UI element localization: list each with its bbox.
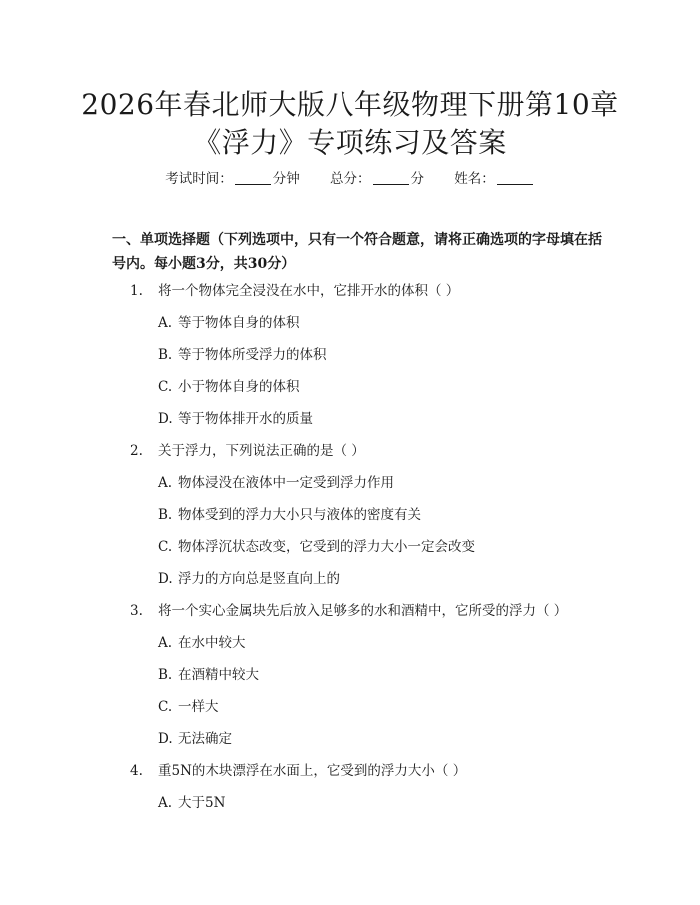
option-letter: D. [158, 411, 173, 427]
option-text: 小于物体自身的体积 [178, 379, 300, 395]
option-text: 在酒精中较大 [178, 667, 259, 683]
student-name-label: 姓名： [454, 171, 495, 187]
question-3-option-b [158, 666, 259, 684]
question-number: 1. [130, 283, 143, 299]
document-title [60, 86, 640, 162]
student-name-field [454, 170, 535, 188]
option-letter: A. [158, 475, 173, 491]
question-text: 将一个物体完全浸没在水中，它排开水的体积（ ） [158, 283, 460, 299]
question-4 [130, 762, 466, 780]
question-3-option-a [158, 634, 246, 652]
question-1-option-c [158, 378, 300, 396]
option-text: 浮力的方向总是竖直向上的 [178, 571, 340, 587]
exam-time-unit: 分钟 [272, 171, 300, 187]
question-text: 将一个实心金属块先后放入足够多的水和酒精中，它所受的浮力（ ） [158, 603, 568, 619]
option-text: 在水中较大 [178, 635, 246, 651]
question-2-option-a [158, 474, 394, 492]
option-text: 等于物体所受浮力的体积 [178, 347, 327, 363]
question-text: 关于浮力，下列说法正确的是（ ） [158, 443, 365, 459]
option-text: 无法确定 [178, 731, 232, 747]
option-text: 物体浮沉状态改变，它受到的浮力大小一定会改变 [178, 539, 475, 555]
question-3-option-c [158, 698, 219, 716]
question-1 [130, 282, 459, 300]
exam-time-label: 考试时间： [165, 171, 233, 187]
option-letter: B. [158, 667, 173, 683]
question-1-option-d [158, 410, 313, 428]
exam-time-blank[interactable] [235, 170, 271, 185]
option-letter: D. [158, 731, 173, 747]
option-letter: C. [158, 379, 173, 395]
option-text: 等于物体排开水的质量 [178, 411, 313, 427]
exam-time-field [165, 170, 300, 188]
title-line-1: 2026年春北师大版八年级物理下册第10章 [81, 88, 619, 121]
total-score-unit: 分 [410, 171, 424, 187]
option-letter: A. [158, 795, 173, 811]
question-number: 4. [130, 763, 143, 779]
option-letter: C. [158, 699, 173, 715]
question-4-option-a [158, 794, 225, 812]
question-text: 重5N的木块漂浮在水面上，它受到的浮力大小（ ） [158, 763, 467, 779]
question-2-option-c [158, 538, 475, 556]
option-text: 物体受到的浮力大小只与液体的密度有关 [178, 507, 421, 523]
option-text: 一样大 [178, 699, 219, 715]
option-text: 物体浸没在液体中一定受到浮力作用 [178, 475, 394, 491]
total-score-label: 总分： [330, 171, 371, 187]
exam-meta-row [0, 170, 700, 188]
title-line-2: 《浮力》专项练习及答案 [193, 126, 507, 159]
option-letter: A. [158, 315, 173, 331]
question-number: 2. [130, 443, 143, 459]
option-text: 大于5N [178, 795, 226, 811]
option-letter: B. [158, 507, 173, 523]
question-number: 3. [130, 603, 143, 619]
student-name-blank[interactable] [497, 170, 533, 185]
option-letter: D. [158, 571, 173, 587]
question-3 [130, 602, 567, 620]
total-score-field [330, 170, 424, 188]
question-2-option-d [158, 570, 340, 588]
question-2-option-b [158, 506, 421, 524]
question-3-option-d [158, 730, 232, 748]
option-letter: B. [158, 347, 173, 363]
question-1-option-a [158, 314, 300, 332]
total-score-blank[interactable] [373, 170, 409, 185]
option-text: 等于物体自身的体积 [178, 315, 300, 331]
question-1-option-b [158, 346, 327, 364]
option-letter: C. [158, 539, 173, 555]
section-heading: 一、单项选择题（下列选项中，只有一个符合题意，请将正确选项的字母填在括号内。每小题3分，共30分） [112, 232, 602, 272]
question-2 [130, 442, 365, 460]
option-letter: A. [158, 635, 173, 651]
